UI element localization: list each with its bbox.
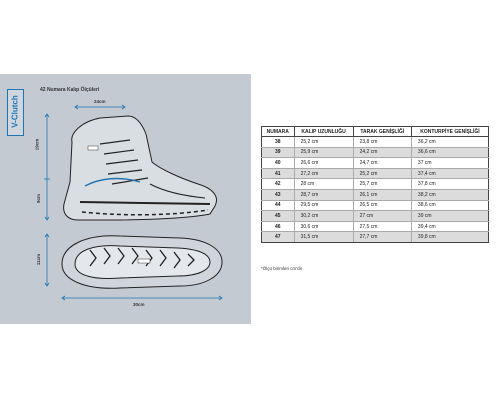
size-number-cell: 38: [262, 137, 295, 148]
table-header-row: [262, 127, 489, 137]
last-length-cell: 25,9 cm: [294, 147, 353, 158]
table-row: [262, 158, 489, 169]
size-number-cell: 44: [262, 200, 295, 211]
counter-width-cell: 36,6 cm: [411, 147, 488, 158]
table-row: [262, 147, 489, 158]
table-row: [262, 211, 489, 222]
size-number-cell: 41: [262, 168, 295, 179]
brand-name: V-Clutch: [10, 95, 20, 128]
sole-width-dimension-line: [45, 234, 49, 286]
table-row: [262, 179, 489, 190]
last-length-cell: 26,6 cm: [294, 158, 353, 169]
instep-width-cell: 24,7 cm: [353, 158, 411, 169]
column-header-last-length: KALIP UZUNLUĞU: [294, 127, 353, 137]
boot-dimension-panel: [0, 74, 251, 324]
counter-width-cell: 37,8 cm: [411, 179, 488, 190]
instep-width-cell: 23,8 cm: [353, 137, 411, 148]
size-table: [261, 126, 489, 243]
product-size-chart: [0, 74, 500, 324]
last-length-cell: 31,5 cm: [294, 232, 353, 243]
size-number-cell: 42: [262, 179, 295, 190]
instep-width-cell: 26,1 cm: [353, 189, 411, 200]
counter-width-cell: 38,2 cm: [411, 189, 488, 200]
instep-width-cell: 26,5 cm: [353, 200, 411, 211]
counter-width-cell: 38,6 cm: [411, 200, 488, 211]
top-width-dimension-line: [75, 105, 125, 109]
size-number-cell: 39: [262, 147, 295, 158]
table-row: [262, 200, 489, 211]
size-number-cell: 40: [262, 158, 295, 169]
instep-width-cell: 27,5 cm: [353, 221, 411, 232]
size-number-cell: 43: [262, 189, 295, 200]
instep-width-cell: 24,2 cm: [353, 147, 411, 158]
column-header-counter-width: KONTURPİYE GENİŞLİĞİ: [411, 127, 488, 137]
size-title: 42 Numara Kalıp Ölçüleri: [40, 87, 100, 93]
instep-width-cell: 27 cm: [353, 211, 411, 222]
counter-width-cell: 39,4 cm: [411, 221, 488, 232]
dimension-label-top-width: 24cm: [94, 99, 106, 104]
table-row: [262, 137, 489, 148]
units-note: *Ölçü birimleri cm'dir: [261, 266, 303, 271]
dimension-label-sole-length: 30cm: [133, 302, 145, 307]
boot-side-view: [64, 116, 217, 220]
instep-width-cell: 25,2 cm: [353, 168, 411, 179]
dimension-label-sole-width: 11cm: [36, 253, 42, 266]
instep-width-cell: 27,7 cm: [353, 232, 411, 243]
counter-width-cell: 37,4 cm: [411, 168, 488, 179]
column-header-number: NUMARA: [262, 127, 295, 137]
dimension-label-upper-height: 19cm: [34, 138, 40, 151]
instep-width-cell: 25,7 cm: [353, 179, 411, 190]
table-row: [262, 189, 489, 200]
size-number-cell: 45: [262, 211, 295, 222]
dimension-label-lower-height: 9cm: [36, 193, 42, 204]
upper-height-dimension-line: [44, 114, 50, 220]
boot-sole-view: [62, 236, 222, 288]
last-length-cell: 30,6 cm: [294, 221, 353, 232]
table-row: [262, 168, 489, 179]
last-length-cell: 28 cm: [294, 179, 353, 190]
sole-length-dimension-line: [62, 296, 222, 300]
size-number-cell: 47: [262, 232, 295, 243]
counter-width-cell: 37 cm: [411, 158, 488, 169]
table-row: [262, 232, 489, 243]
counter-width-cell: 39,8 cm: [411, 232, 488, 243]
last-length-cell: 28,7 cm: [294, 189, 353, 200]
column-header-instep-width: TARAK GENİŞLİĞİ: [353, 127, 411, 137]
last-length-cell: 29,5 cm: [294, 200, 353, 211]
size-table-panel: [251, 74, 500, 324]
last-length-cell: 30,2 cm: [294, 211, 353, 222]
last-length-cell: 27,2 cm: [294, 168, 353, 179]
table-row: [262, 221, 489, 232]
counter-width-cell: 36,2 cm: [411, 137, 488, 148]
counter-width-cell: 39 cm: [411, 211, 488, 222]
last-length-cell: 25,2 cm: [294, 137, 353, 148]
size-number-cell: 46: [262, 221, 295, 232]
